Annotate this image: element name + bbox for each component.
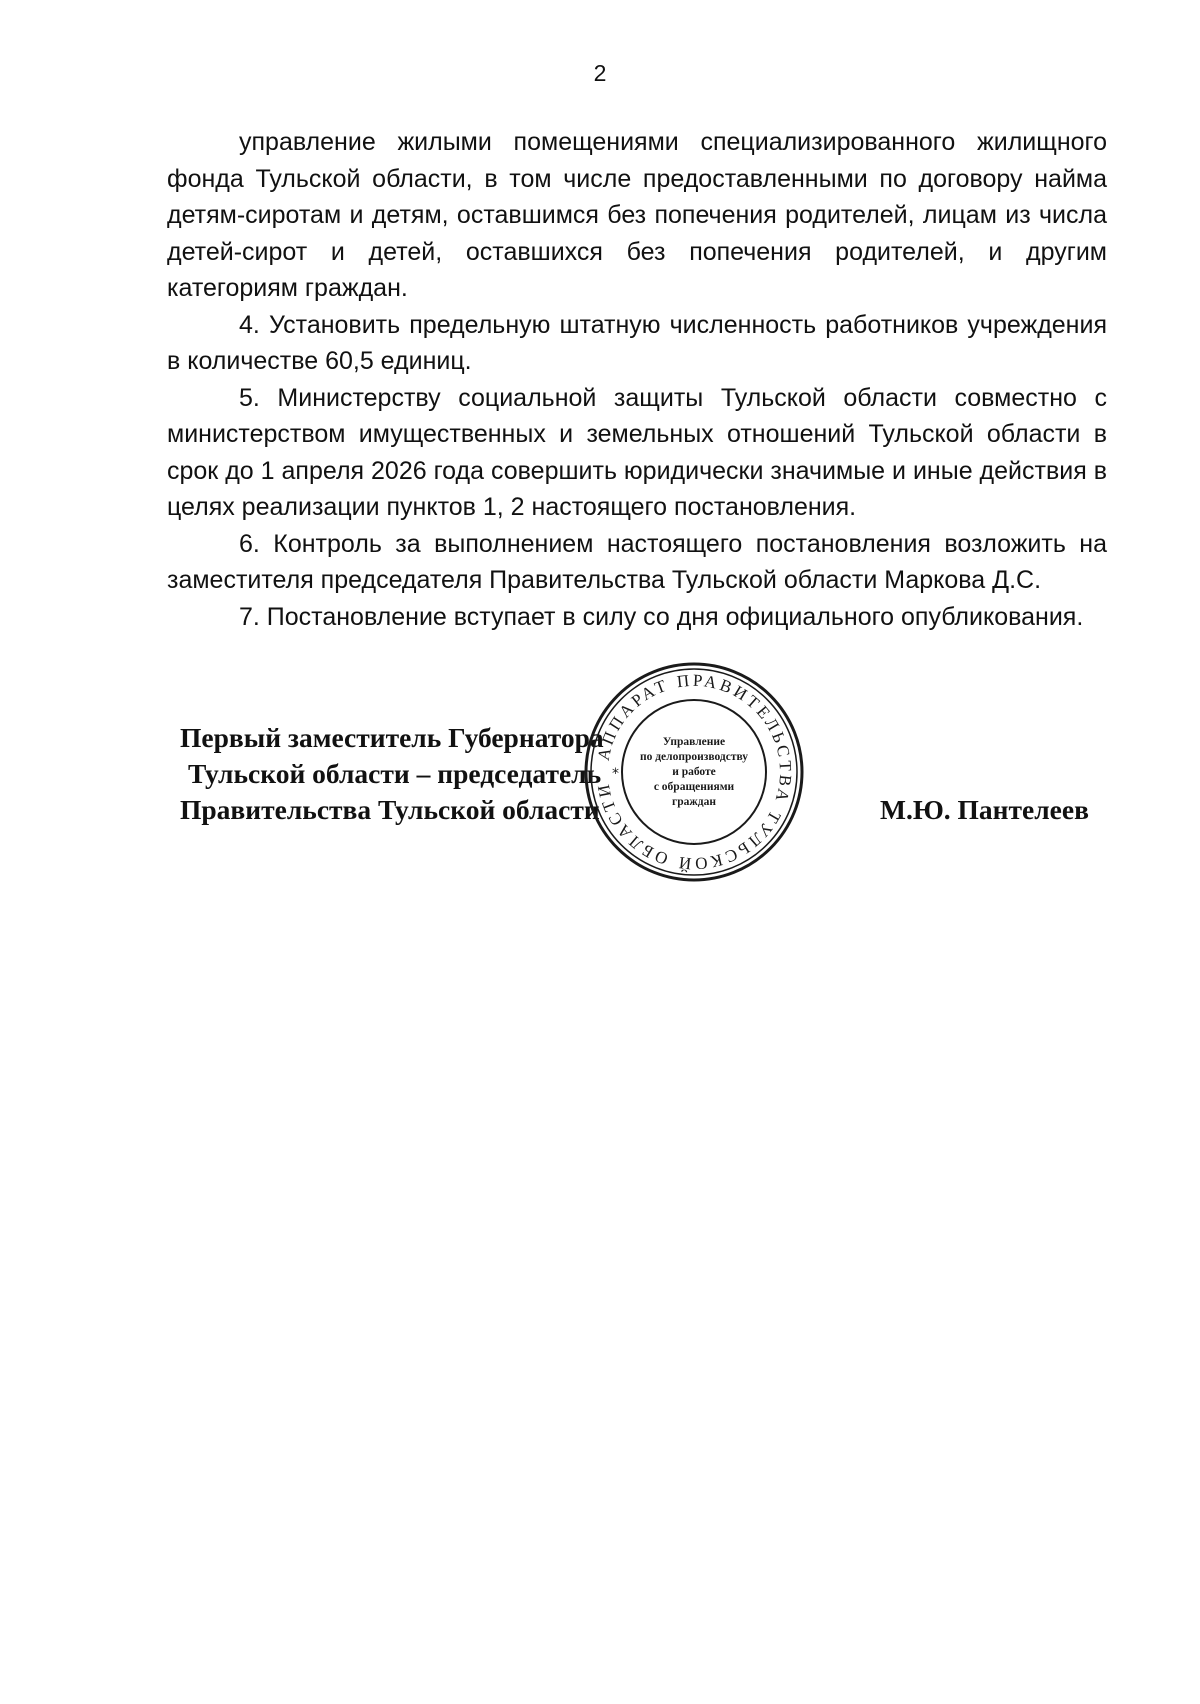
stamp-ring-text-path: АППАРАТ ПРАВИТЕЛЬСТВА ТУЛЬСКОЙ ОБЛАСТИ: [593, 670, 796, 874]
document-body: [167, 124, 1107, 635]
stamp-star-glyph: *: [612, 766, 619, 782]
signatory-title-line-3: Правительства Тульской области: [180, 794, 600, 825]
signatory-title-line-2: Тульской области – председатель: [188, 758, 602, 789]
stamp-center-line-3: и работе: [672, 765, 716, 778]
paragraph-6: 6. Контроль за выполнением настоящего постановления возложить на заместителя председателя Правительства Тульской области Маркова Д.С.: [167, 529, 1107, 594]
signatory-title-line-1: Первый заместитель Губернатора: [180, 722, 604, 753]
stamp-center-line-1: Управление: [662, 735, 726, 748]
official-stamp: [582, 660, 806, 884]
paragraph-7: 7. Постановление вступает в силу со дня официального опубликования.: [239, 602, 1084, 631]
paragraph-5: 5. Министерству социальной защиты Тульской области совместно с министерством имущественных и земельных отношений Тульской области в срок до 1 апреля 2026 года совершить юридически значимые и иные действия в целях реализации пунктов 1, 2 настоящего постановления.: [167, 383, 1107, 521]
stamp-center-line-5: граждан: [672, 795, 716, 808]
signatory-title: [180, 720, 604, 828]
stamp-center-line-2: по делопроизводству: [639, 750, 749, 763]
page-number: 2: [593, 60, 607, 86]
stamp-center-text: [582, 660, 806, 884]
signatory-name: М.Ю. Пантелеев: [880, 794, 1089, 825]
paragraph-3-continuation: управление жилыми помещениями специализированного жилищного фонда Тульской области, в том числе предоставленными по договору найма детям-сиротам и детям, оставшимся без попечения родителей, лицам из числа детей-сирот и детей, оставшихся без попечения родителей, и другим категориям граждан.: [167, 128, 1107, 302]
stamp-center-line-4: с обращениями: [653, 780, 735, 793]
paragraph-4: 4. Установить предельную штатную численность работников учреждения в количестве 60,5 единиц.: [167, 310, 1107, 375]
